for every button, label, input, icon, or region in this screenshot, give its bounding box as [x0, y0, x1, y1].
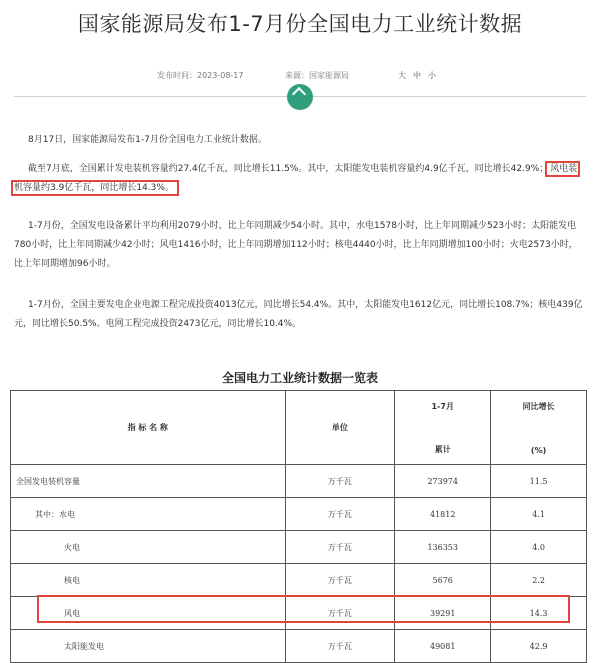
- row-unit: 万千瓦: [285, 498, 395, 531]
- header-indicator-name: 指 标 名 称: [11, 391, 286, 465]
- row-value: 41812: [395, 498, 491, 531]
- capacity-text: 截至7月底，全国累计发电装机容量约27.4亿千瓦，同比增长11.5%。其中，太阳能发电装机容量约4.9亿千瓦，同比增长42.9%；: [28, 164, 549, 174]
- article-meta: [0, 70, 600, 84]
- header-period-bottom: 累计: [434, 444, 451, 454]
- header-period-top: 1-7月: [431, 401, 454, 411]
- row-growth: 2.2: [491, 564, 587, 597]
- row-unit: 万千瓦: [285, 630, 395, 663]
- table-row: [11, 498, 587, 531]
- table-title: 全国电力工业统计数据一览表: [221, 371, 378, 385]
- table-row: [11, 531, 587, 564]
- font-size-medium-button[interactable]: 中: [413, 71, 421, 80]
- row-unit: 万千瓦: [285, 531, 395, 564]
- font-size-small-button[interactable]: 小: [428, 71, 436, 80]
- header-growth-bottom: (%): [530, 445, 547, 455]
- row-name: 核电: [11, 564, 286, 597]
- table-row: [11, 564, 587, 597]
- table-row: [11, 465, 587, 498]
- row-unit: 万千瓦: [285, 564, 395, 597]
- paragraph-utilization: 1-7月份，全国发电设备累计平均利用2079小时，比上年同期减少54小时。其中，水电1578小时，比上年同期减少523小时；太阳能发电780小时，比上年同期减少42小时；风电1416小时，比上年同期增加112小时；核电4440小时，比上年同期增加100小时；火电2573小时，比上年同期增加96小时。: [14, 221, 578, 269]
- article-title: 国家能源局发布1-7月份全国电力工业统计数据: [77, 12, 523, 36]
- header-period: [395, 391, 491, 465]
- row-value: 49081: [395, 630, 491, 663]
- publish-date: 发布时间：2023-08-17: [157, 71, 244, 80]
- row-name: 风电: [11, 597, 286, 630]
- row-name: 其中：水电: [11, 498, 286, 531]
- font-size-large-button[interactable]: 大: [398, 71, 406, 80]
- row-unit: 万千瓦: [285, 597, 395, 630]
- header-growth-top: 同比增长: [522, 401, 555, 411]
- collapse-toggle-button[interactable]: [285, 84, 315, 106]
- table-row: [11, 630, 587, 663]
- header-unit: 单位: [285, 391, 395, 465]
- row-value: 39291: [395, 597, 491, 630]
- row-growth: 4.0: [491, 531, 587, 564]
- statistics-table: [10, 390, 587, 663]
- paragraph-intro: 8月17日，国家能源局发布1-7月份全国电力工业统计数据。: [28, 135, 267, 145]
- row-value: 136353: [395, 531, 491, 564]
- article-source: 来源：国家能源局: [285, 71, 349, 80]
- row-growth: 14.3: [491, 597, 587, 630]
- wind-capacity-highlight: 风电装机容量约3.9亿千瓦，同比增长14.3%。: [14, 164, 578, 193]
- paragraph-investment: 1-7月份，全国主要发电企业电源工程完成投资4013亿元，同比增长54.4%。其中，太阳能发电1612亿元，同比增长108.7%；核电439亿元，同比增长50.5%。电网工程完成投资2473亿元，同比增长10.4%。: [14, 300, 583, 329]
- row-growth: 42.9: [491, 630, 587, 663]
- row-growth: 4.1: [491, 498, 587, 531]
- table-header-row: [11, 391, 587, 465]
- paragraph-capacity: [14, 160, 586, 198]
- row-value: 5676: [395, 564, 491, 597]
- row-name: 全国发电装机容量: [11, 465, 286, 498]
- header-growth: [491, 391, 587, 465]
- table-row-wind: [11, 597, 587, 630]
- row-value: 273974: [395, 465, 491, 498]
- row-name: 太阳能发电: [11, 630, 286, 663]
- row-name: 火电: [11, 531, 286, 564]
- row-unit: 万千瓦: [285, 465, 395, 498]
- row-growth: 11.5: [491, 465, 587, 498]
